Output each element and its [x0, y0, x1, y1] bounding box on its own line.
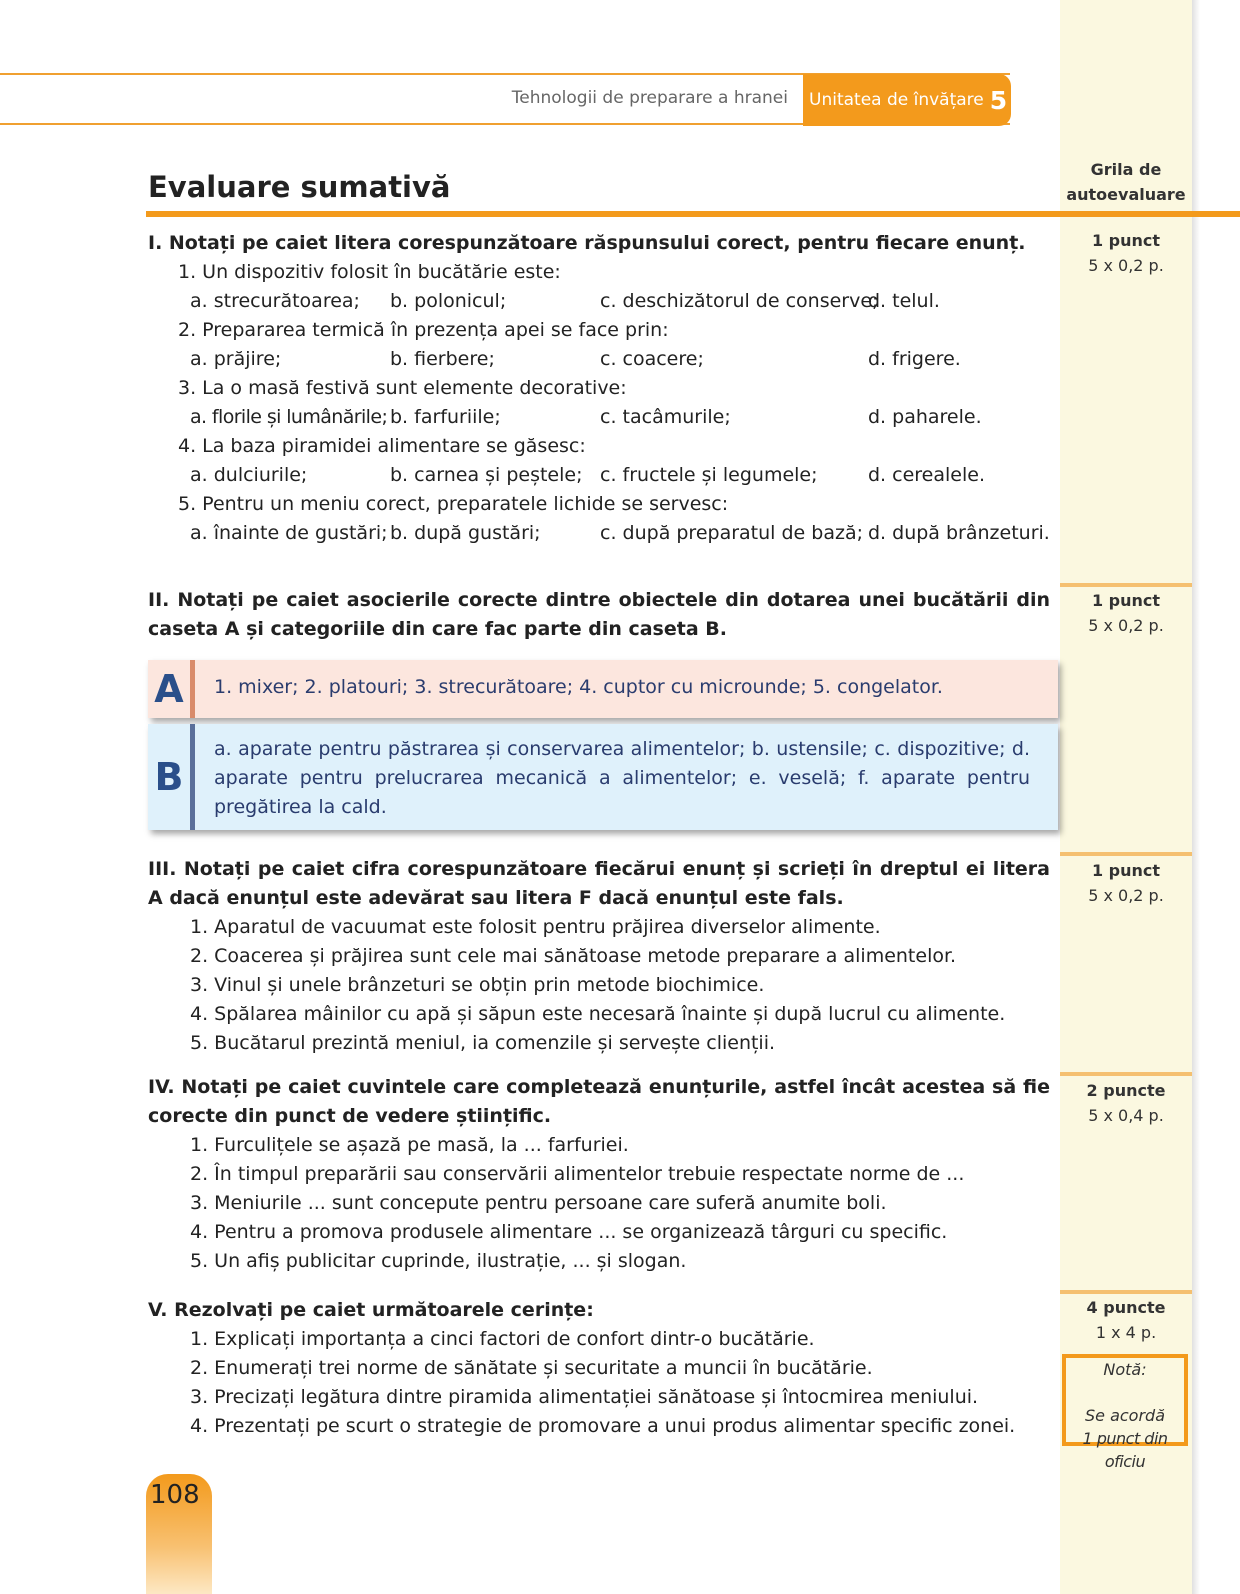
question: 3. La o masă festivă sunt elemente decorative: [178, 377, 627, 399]
score-points: 1 punct [1091, 861, 1161, 880]
list-item: 3. Meniurile ... sunt concepute pentru persoane care suferă anumite boli. [190, 1192, 887, 1214]
option-d: d. cerealele. [868, 464, 985, 486]
option-a: a. strecurătoarea; [190, 290, 360, 312]
question: 1. Un dispozitiv folosit în bucătărie este: [178, 261, 561, 283]
note-line2: 1 punct din oficiu [1082, 1429, 1168, 1471]
option-a: a. înainte de gustări; [190, 522, 388, 544]
box-a-letter: A [148, 660, 195, 718]
options-row [148, 345, 1050, 374]
score-detail: 5 x 0,2 p. [1088, 256, 1164, 275]
score-section-3 [1060, 858, 1192, 908]
sidebar-shadow [1192, 0, 1200, 1594]
title-underline [146, 211, 1240, 217]
list-item: 5. Bucătarul prezintă meniul, ia comenzile și servește clienții. [190, 1032, 776, 1054]
list-item: 2. Coacerea și prăjirea sunt cele mai sănătoase metode preparare a alimentelor. [190, 945, 957, 967]
box-a-text: 1. mixer; 2. platouri; 3. strecurătoare; 4. cuptor cu microunde; 5. congelator. [214, 676, 943, 698]
option-b: b. polonicul; [390, 290, 507, 312]
page-number: 108 [150, 1480, 200, 1510]
section-2 [148, 586, 1050, 644]
score-section-4 [1060, 1078, 1192, 1128]
list-item: 1. Furculițele se așază pe masă, la ... farfuriei. [190, 1134, 629, 1156]
grid-title [1060, 157, 1192, 207]
options-row [148, 287, 1050, 316]
box-b [148, 724, 1058, 830]
note-label: Notă: [1103, 1360, 1147, 1379]
list-item: 4. Pentru a promova produsele alimentare ... se organizează târguri cu specific. [190, 1221, 948, 1243]
section-1 [148, 229, 1050, 548]
score-section-1 [1060, 228, 1192, 278]
grid-title-line2: autoevaluare [1066, 185, 1186, 204]
section-4 [148, 1073, 1050, 1276]
note-box [1062, 1354, 1188, 1471]
score-section-5 [1060, 1295, 1192, 1345]
option-a: a. florile și lumânările; [190, 406, 388, 428]
option-a: a. dulciurile; [190, 464, 308, 486]
score-points: 1 punct [1091, 591, 1161, 610]
score-points: 4 puncte [1086, 1298, 1166, 1317]
option-d: d. după brânzeturi. [868, 522, 1050, 544]
header-unit-badge [803, 74, 1011, 126]
box-a [148, 660, 1058, 718]
list-item: 4. Prezentați pe scurt o strategie de promovare a unui produs alimentar specific zonei. [190, 1415, 1016, 1437]
question: 2. Prepararea termică în prezența apei se face prin: [178, 319, 669, 341]
list-item: 5. Un afiș publicitar cuprinde, ilustrație, ... și slogan. [190, 1250, 687, 1272]
option-d: d. frigere. [868, 348, 961, 370]
list-item: 1. Aparatul de vacuumat este folosit pentru prăjirea diverselor alimente. [190, 916, 881, 938]
score-detail: 5 x 0,2 p. [1088, 616, 1164, 635]
section-5 [148, 1296, 1050, 1441]
section-4-heading: IV. Notați pe caiet cuvintele care completează enunțurile, astfel încât acestea să fie corecte din punct de vedere științific. [148, 1076, 1050, 1127]
score-points: 2 puncte [1086, 1081, 1166, 1100]
option-c: c. fructele și legumele; [600, 464, 818, 486]
score-points: 1 punct [1091, 231, 1161, 250]
section-3-heading: III. Notați pe caiet cifra corespunzătoare fiecărui enunț și scrieți în dreptul ei litera A dacă enunțul este adevărat sau litera F dacă enunțul este fals. [148, 858, 1050, 909]
section-3 [148, 855, 1050, 1058]
section-1-heading: I. Notați pe caiet litera corespunzătoare răspunsului corect, pentru fiecare enunț. [148, 232, 1026, 254]
option-a: a. prăjire; [190, 348, 282, 370]
option-c: c. coacere; [600, 348, 704, 370]
grid-title-line1: Grila de [1090, 160, 1162, 179]
section-2-heading: II. Notați pe caiet asocierile corecte dintre obiectele din dotarea unei bucătării din caseta A și categoriile din care fac parte din caseta B. [148, 589, 1050, 640]
list-item: 1. Explicați importanța a cinci factori de confort dintr-o bucătărie. [190, 1328, 815, 1350]
list-item: 2. În timpul preparării sau conservării alimentelor trebuie respectate norme de ... [190, 1163, 965, 1185]
option-c: c. deschizătorul de conserve; [600, 290, 879, 312]
option-b: b. carnea și peștele; [390, 464, 583, 486]
score-divider [1060, 1072, 1192, 1076]
score-divider [1060, 1290, 1192, 1294]
unit-label: Unitatea de învățare [809, 90, 984, 110]
option-b: b. farfuriile; [390, 406, 501, 428]
box-b-letter: B [148, 724, 195, 830]
options-row [148, 519, 1050, 548]
score-divider [1060, 852, 1192, 856]
option-b: b. după gustări; [390, 522, 541, 544]
list-item: 3. Vinul și unele brânzeturi se obțin prin metode biochimice. [190, 974, 765, 996]
list-item: 4. Spălarea mâinilor cu apă și săpun este necesară înainte și după lucrul cu alimente. [190, 1003, 1006, 1025]
score-section-2 [1060, 588, 1192, 638]
section-5-heading: V. Rezolvați pe caiet următoarele cerințe: [148, 1299, 594, 1321]
list-item: 2. Enumerați trei norme de sănătate și securitate a muncii în bucătărie. [190, 1357, 873, 1379]
options-row [148, 461, 1050, 490]
question: 5. Pentru un meniu corect, preparatele lichide se servesc: [178, 493, 729, 515]
options-row [148, 403, 1050, 432]
option-c: c. după preparatul de bază; [600, 522, 863, 544]
header-subject: Tehnologii de preparare a hranei [511, 88, 788, 108]
note-line1: Se acordă [1084, 1406, 1165, 1425]
list-item: 3. Precizați legătura dintre piramida alimentației sănătoase și întocmirea meniului. [190, 1386, 979, 1408]
score-detail: 1 x 4 p. [1095, 1323, 1157, 1342]
box-b-text: a. aparate pentru păstrarea și conservarea alimentelor; b. ustensile; c. dispozitive; d. aparate pentru prelucrarea mecanică a alimentelor; e. veselă; f. aparate pentru pregătirea la cald. [214, 738, 1030, 818]
question: 4. La baza piramidei alimentare se găsesc: [178, 435, 586, 457]
score-detail: 5 x 0,4 p. [1088, 1106, 1164, 1125]
option-b: b. fierbere; [390, 348, 495, 370]
option-c: c. tacâmurile; [600, 406, 731, 428]
score-detail: 5 x 0,2 p. [1088, 886, 1164, 905]
option-d: d. telul. [868, 290, 940, 312]
unit-number: 5 [989, 85, 1008, 115]
page-title: Evaluare sumativă [148, 170, 451, 204]
option-d: d. paharele. [868, 406, 982, 428]
score-divider [1060, 583, 1192, 587]
